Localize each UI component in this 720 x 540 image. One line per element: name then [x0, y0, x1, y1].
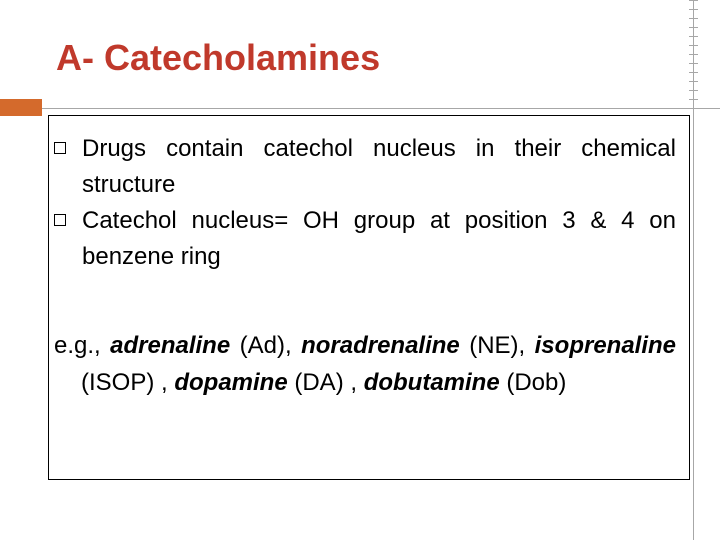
bullet-text: Catechol nucleus= OH group at position 3 & 4 on benzene ring: [82, 207, 676, 270]
bullet-item: [82, 131, 676, 203]
square-bullet-icon: [54, 214, 66, 226]
rule-tick: [689, 18, 698, 19]
rule-tick: [689, 9, 698, 10]
rule-tick: [689, 81, 698, 82]
bullet-text: Drugs contain catechol nucleus in their chemical structure: [82, 135, 676, 198]
rule-tick: [689, 90, 698, 91]
drug-abbreviation: (ISOP) ,: [81, 369, 175, 396]
rule-tick: [689, 45, 698, 46]
rule-tick: [689, 0, 698, 1]
rule-tick: [689, 63, 698, 64]
rule-tick: [689, 36, 698, 37]
bullet-item: [82, 203, 676, 275]
rule-tick: [689, 99, 698, 100]
drug-name: dopamine: [174, 369, 288, 396]
title-divider-line: [42, 108, 720, 109]
drug-name: noradrenaline: [301, 332, 460, 359]
drug-name: adrenaline: [110, 332, 231, 359]
bullet-list: [82, 131, 676, 275]
rule-tick: [689, 54, 698, 55]
title-accent-bar: [0, 99, 42, 116]
rule-tick: [689, 72, 698, 73]
drug-name: dobutamine: [363, 369, 500, 396]
drug-abbreviation: (NE),: [459, 332, 535, 359]
example-prefix: e.g.,: [54, 332, 111, 359]
drug-abbreviation: (DA) ,: [287, 369, 364, 396]
square-bullet-icon: [54, 142, 66, 154]
example-drugs: [54, 327, 676, 401]
slide-title: A- Catecholamines: [56, 37, 381, 78]
drug-abbreviation: (Ad),: [230, 332, 302, 359]
drug-name: isoprenaline: [534, 332, 677, 359]
rule-tick: [689, 27, 698, 28]
drug-abbreviation: (Dob): [499, 369, 567, 396]
right-rule-ticks: [689, 0, 698, 540]
